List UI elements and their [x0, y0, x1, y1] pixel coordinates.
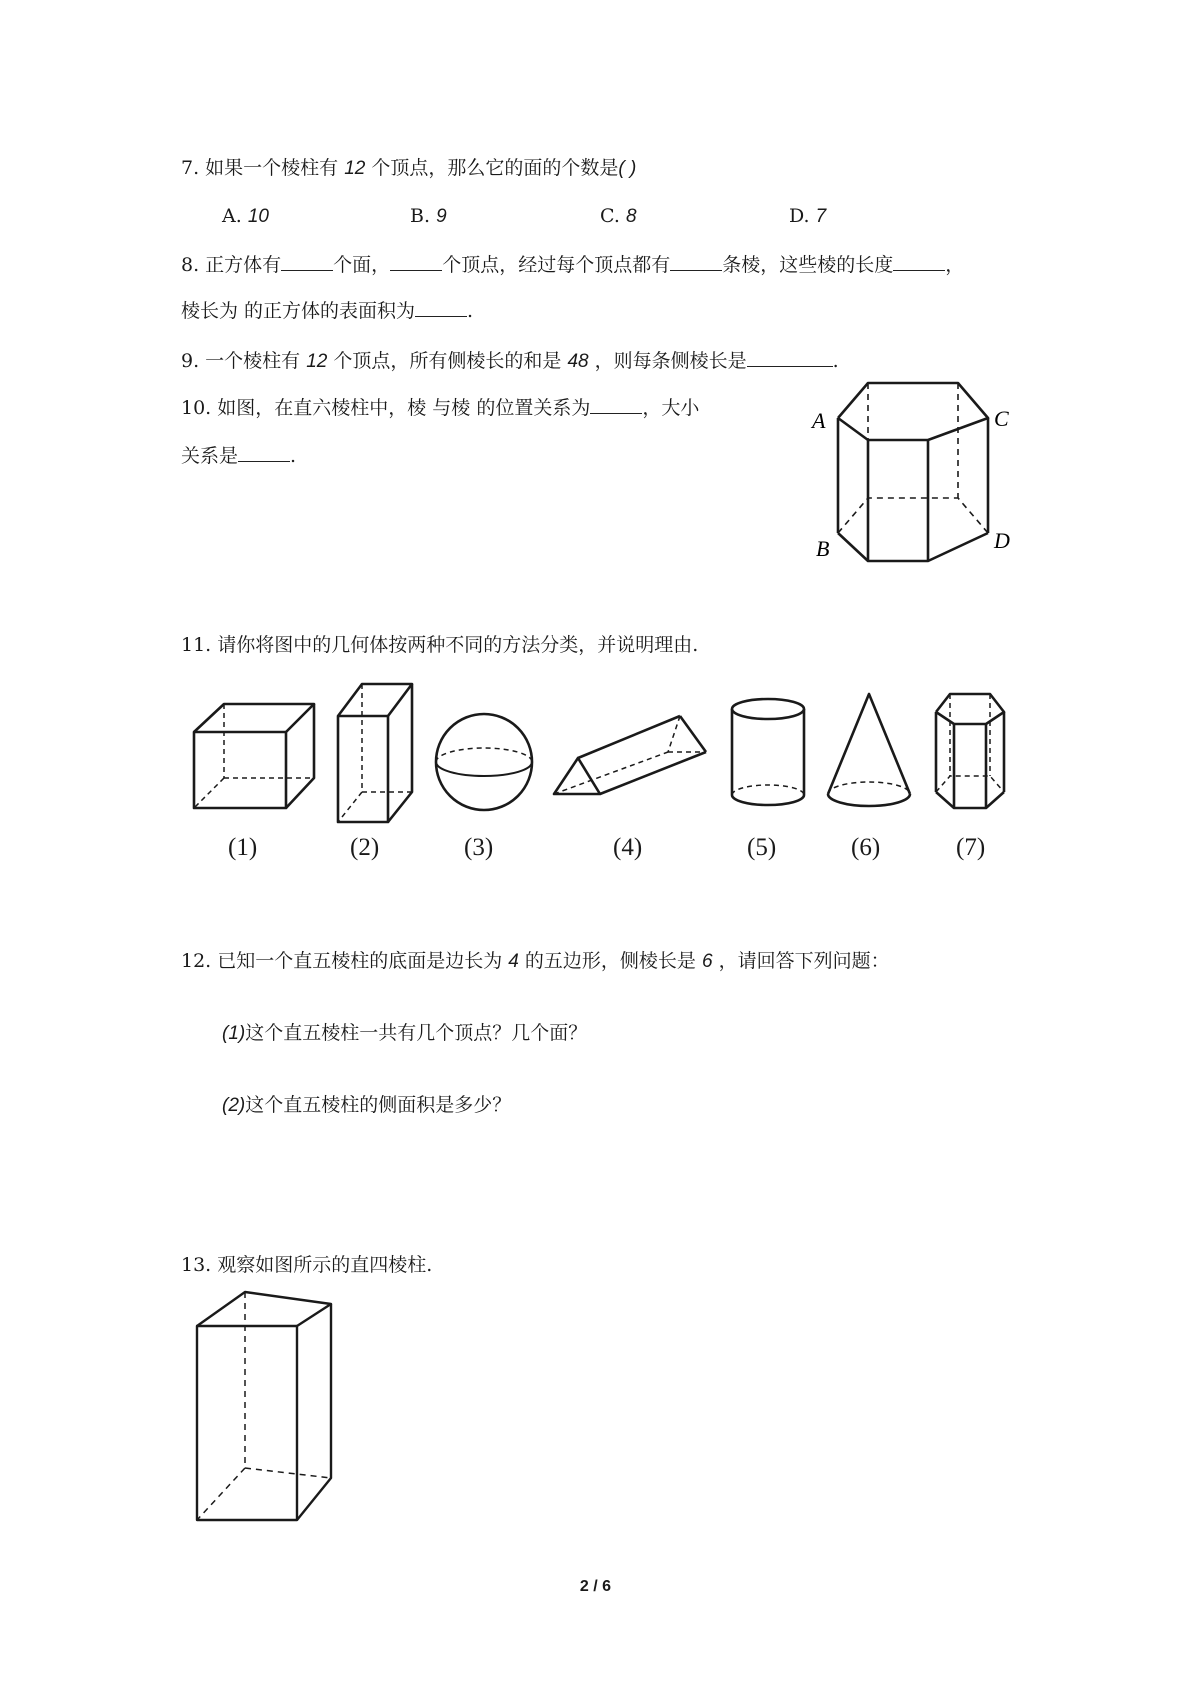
triangular-prism-figure: [550, 712, 720, 802]
q7-option-c: [600, 203, 637, 230]
hexagonal-prism-figure: [810, 378, 1020, 568]
q8-text-2: 个面，: [333, 254, 391, 276]
q12-text-1: 12. 已知一个直五棱柱的底面是边长为: [181, 950, 509, 972]
q9-number-sum: 48: [567, 351, 589, 372]
cone-figure: [822, 690, 916, 812]
q7-option-c-letter: C.: [600, 205, 620, 227]
q10-text-4: .: [290, 445, 297, 467]
solid-label-5: (5): [747, 834, 777, 861]
q10-text-1: 10. 如图，在直六棱柱中，棱 与棱 的位置关系为: [181, 397, 591, 419]
q10-line1: [181, 393, 699, 421]
q12-number-edge: 6: [701, 951, 713, 972]
q7-option-a-value: 10: [247, 206, 269, 227]
q12-sub1-text: 这个直五棱柱一共有几个顶点？几个面？: [245, 1022, 588, 1044]
solid-label-4: (4): [613, 834, 643, 861]
solid-label-7: (7): [956, 834, 986, 861]
small-hexagonal-prism-figure: [930, 690, 1010, 814]
q13-text: 13. 观察如图所示的直四棱柱.: [181, 1254, 433, 1276]
q8-line1: [181, 250, 964, 278]
q10-text-2: ，大小: [642, 397, 700, 419]
q12-sub2: [222, 1092, 511, 1119]
cuboid-figure: [190, 700, 320, 812]
quadrilateral-prism-figure: [185, 1288, 335, 1528]
q10-line2: [181, 441, 296, 469]
q9-text-2: 个顶点，所有侧棱长的和是: [327, 350, 568, 372]
q7-option-a: [222, 203, 269, 230]
q9-text-4: .: [832, 350, 839, 372]
q12-number-side: 4: [508, 951, 519, 972]
q8-blank-vertices[interactable]: [390, 250, 442, 271]
solid-label-1: (1): [228, 834, 258, 861]
q7-option-b-letter: B.: [410, 205, 431, 227]
q9-text-3: ，则每条侧棱长是: [588, 350, 747, 372]
q8-text-4: 条棱，这些棱的长度: [722, 254, 894, 276]
q8-line2: [181, 296, 473, 324]
q7-stem: [181, 155, 636, 182]
q7-stem-number: 12: [344, 158, 366, 179]
q7-option-d-value: 7: [815, 206, 827, 227]
solid-label-6: (6): [851, 834, 881, 861]
page-number: 2 / 6: [579, 1578, 612, 1595]
q10-text-3: 关系是: [181, 445, 239, 467]
q7-stem-b: 个顶点，那么它的面的个数是: [365, 157, 619, 179]
q7-option-a-letter: A.: [222, 205, 242, 227]
q8-blank-length[interactable]: [893, 250, 945, 271]
solid-label-2: (2): [350, 834, 380, 861]
label-a: A: [812, 408, 826, 433]
q7-option-b: [410, 203, 447, 230]
q9-number-vertices: 12: [306, 351, 328, 372]
q10-blank-size[interactable]: [238, 441, 290, 462]
q7-option-b-value: 9: [436, 206, 447, 227]
q8-text-7: .: [467, 300, 474, 322]
q12-text-2: 的五边形，侧棱长是: [518, 950, 702, 972]
q7-option-c-value: 8: [625, 206, 637, 227]
label-c: C: [994, 406, 1009, 431]
q8-blank-faces[interactable]: [281, 250, 333, 271]
q7-answer-paren: ( ): [618, 158, 637, 179]
label-d: D: [994, 528, 1010, 553]
q8-text-6: 棱长为 的正方体的表面积为: [181, 300, 416, 322]
q8-text-1: 8. 正方体有: [181, 254, 282, 276]
tall-cuboid-figure: [334, 680, 416, 826]
sphere-figure: [430, 710, 538, 814]
q7-option-d-letter: D.: [789, 205, 810, 227]
q9-text-1: 9. 一个棱柱有: [181, 350, 307, 372]
solid-label-3: (3): [464, 834, 494, 861]
q12-sub2-text: 这个直五棱柱的侧面积是多少？: [245, 1094, 512, 1116]
label-b: B: [816, 536, 830, 561]
q12-sub1-number: (1): [222, 1023, 246, 1044]
cylinder-figure: [728, 695, 808, 811]
q8-text-5: ，: [945, 254, 965, 276]
q12-sub1: [222, 1020, 587, 1047]
q7-option-d: [789, 203, 826, 230]
q10-blank-position[interactable]: [590, 393, 642, 414]
q9-line: [181, 346, 839, 375]
q12-sub2-number: (2): [222, 1095, 246, 1116]
q8-text-3: 个顶点，经过每个顶点都有: [442, 254, 671, 276]
q11-text: 11. 请你将图中的几何体按两种不同的方法分类，并说明理由.: [181, 634, 699, 656]
q12-text-3: ，请回答下列问题：: [712, 950, 890, 972]
q9-blank-length[interactable]: [747, 346, 833, 367]
q7-stem-a: 7. 如果一个棱柱有: [181, 157, 345, 179]
q8-blank-area[interactable]: [415, 296, 467, 317]
q8-blank-edges[interactable]: [670, 250, 722, 271]
q12-stem: [181, 948, 890, 975]
